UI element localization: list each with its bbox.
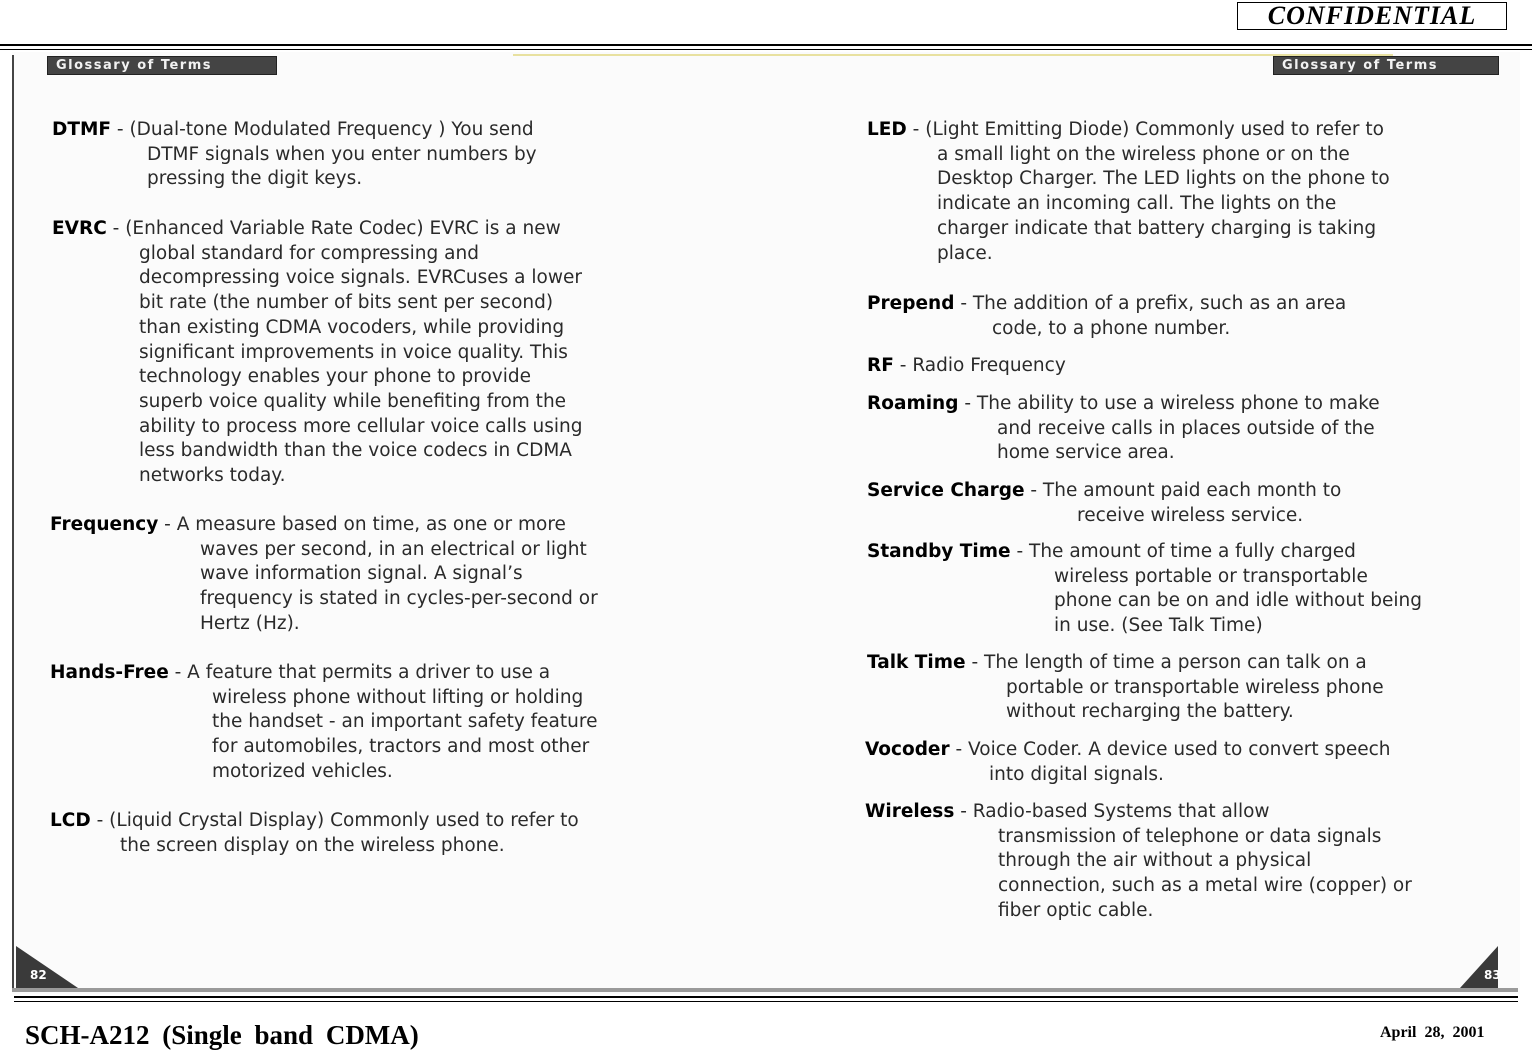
glossary-entry-first-line (865, 738, 1391, 763)
bottom-rule-thin (14, 1001, 1518, 1002)
glossary-definition-line: than existing CDMA vocoders, while providing (139, 316, 565, 338)
glossary-definition-line: - (Liquid Crystal Display) Commonly used to refer to (90, 810, 579, 831)
glossary-entry-first-line (50, 809, 579, 834)
glossary-term: EVRC (52, 218, 107, 239)
glossary-definition-line: superb voice quality while benefiting from the (139, 390, 567, 412)
scan-bottom-edge (12, 988, 1518, 992)
scan-edge (12, 55, 14, 990)
glossary-entry-first-line (867, 651, 1367, 676)
glossary-term: RF (867, 355, 894, 376)
glossary-definition-line: less bandwidth than the voice codecs in CDMA (139, 440, 572, 462)
glossary-term: Prepend (867, 293, 955, 314)
glossary-definition-line: in use. (See Talk Time) (1054, 615, 1263, 637)
glossary-entry-first-line (867, 479, 1341, 504)
glossary-definition-line: - The ability to use a wireless phone to make (958, 393, 1380, 414)
glossary-definition-line: charger indicate that battery charging is taking (937, 217, 1377, 239)
glossary-definition-line: Hertz (Hz). (200, 612, 300, 634)
glossary-definition-line: networks today. (139, 465, 286, 486)
glossary-definition-line: ability to process more cellular voice calls using (139, 415, 583, 437)
glossary-entry-first-line (867, 118, 1384, 143)
scan-artifact-line (513, 54, 1393, 56)
glossary-definition-line: waves per second, in an electrical or light (200, 538, 587, 560)
right-page-number-text: 83 (1484, 968, 1501, 982)
glossary-definition-line: indicate an incoming call. The lights on the (937, 193, 1337, 215)
glossary-definition-line: - (Light Emitting Diode) Commonly used to refer to (906, 119, 1384, 140)
glossary-term: Standby Time (867, 541, 1011, 562)
glossary-definition-line: a small light on the wireless phone or on the (937, 143, 1350, 165)
left-page-header-tag: Glossary of Terms (47, 56, 277, 75)
bottom-rule (14, 996, 1518, 998)
glossary-entry-first-line (50, 661, 550, 686)
glossary-definition-line: wave information signal. A signal’s (200, 563, 523, 585)
glossary-definition-line: - Voice Coder. A device used to convert speech (949, 739, 1391, 760)
glossary-definition-line: fiber optic cable. (998, 899, 1154, 921)
glossary-term: Talk Time (867, 652, 966, 673)
glossary-definition-line: for automobiles, tractors and most other (212, 736, 590, 758)
glossary-definition-line: wireless phone without lifting or holding (212, 686, 584, 708)
glossary-definition-line: - A feature that permits a driver to use a (168, 662, 551, 683)
glossary-definition-line: receive wireless service. (1077, 504, 1304, 526)
glossary-definition-line: home service area. (997, 442, 1175, 464)
glossary-entry-first-line (50, 513, 566, 538)
glossary-definition-line: - The amount paid each month to (1024, 480, 1342, 501)
glossary-definition-line: pressing the digit keys. (147, 168, 363, 190)
glossary-definition-line: - (Dual-tone Modulated Frequency ) You send (111, 119, 534, 140)
glossary-definition-line: motorized vehicles. (212, 760, 393, 782)
glossary-definition-line: global standard for compressing and (139, 242, 479, 264)
glossary-definition-line: code, to a phone number. (992, 317, 1231, 339)
glossary-term: Frequency (50, 514, 159, 535)
glossary-definition-line: significant improvements in voice quality. This (139, 341, 568, 363)
glossary-definition-line: connection, such as a metal wire (copper) or (998, 875, 1412, 897)
glossary-definition-line: into digital signals. (989, 763, 1164, 785)
glossary-term: Roaming (867, 393, 959, 414)
right-page-header-tag: Glossary of Terms (1273, 56, 1499, 75)
left-page-number (16, 946, 78, 988)
top-rule-thin (0, 49, 1532, 50)
glossary-definition-line: DTMF signals when you enter numbers by (147, 143, 537, 165)
glossary-entry-first-line (52, 118, 534, 143)
glossary-term: Wireless (865, 801, 955, 822)
glossary-definition-line: - A measure based on time, as one or more (158, 514, 566, 535)
glossary-definition-line: - The addition of a prefix, such as an area (954, 293, 1347, 314)
glossary-definition-line: - (Enhanced Variable Rate Codec) EVRC is a new (106, 218, 561, 239)
glossary-definition-line: phone can be on and idle without being (1054, 590, 1422, 612)
glossary-definition-line: frequency is stated in cycles-per-second or (200, 588, 598, 610)
page-corner-icon (16, 946, 78, 988)
footer-date: April 28, 2001 (1380, 1024, 1485, 1041)
glossary-definition-line: decompressing voice signals. EVRCuses a lower (139, 267, 582, 289)
top-rule (0, 44, 1532, 46)
glossary-definition-line: without recharging the battery. (1006, 701, 1294, 723)
glossary-entry-first-line (867, 292, 1346, 317)
glossary-term: Hands-Free (50, 662, 169, 683)
glossary-definition-line: technology enables your phone to provide (139, 366, 532, 388)
glossary-definition-line: and receive calls in places outside of the (997, 417, 1375, 439)
glossary-definition-line: transmission of telephone or data signals (998, 825, 1382, 847)
glossary-definition-line: portable or transportable wireless phone (1006, 676, 1384, 698)
glossary-entry-first-line (865, 800, 1270, 825)
glossary-definition-line: Desktop Charger. The LED lights on the phone to (937, 168, 1390, 190)
glossary-entry-first-line (52, 217, 561, 242)
glossary-definition-line: the handset - an important safety feature (212, 711, 598, 733)
left-page-number-text: 82 (30, 968, 47, 982)
glossary-definition-line: through the air without a physical (998, 850, 1312, 872)
glossary-entry-first-line (867, 392, 1380, 417)
glossary-definition-line: place. (937, 242, 993, 264)
glossary-definition-line: - The amount of time a fully charged (1010, 541, 1356, 562)
glossary-definition-line: bit rate (the number of bits sent per second) (139, 292, 554, 314)
right-page-number (1460, 946, 1522, 988)
glossary-definition-line: - Radio Frequency (893, 355, 1066, 376)
glossary-term: Service Charge (867, 480, 1025, 501)
glossary-definition-line: wireless portable or transportable (1054, 565, 1368, 587)
glossary-entry-first-line (867, 540, 1356, 565)
glossary-term: Vocoder (865, 739, 950, 760)
glossary-term: LED (867, 119, 907, 140)
glossary-definition-line: - The length of time a person can talk on a (965, 652, 1367, 673)
footer-model: SCH-A212 (Single band CDMA) (25, 1020, 419, 1050)
glossary-definition-line: the screen display on the wireless phone. (120, 834, 505, 856)
glossary-entry-first-line (867, 354, 1066, 379)
confidential-label: CONFIDENTIAL (1237, 2, 1507, 30)
glossary-term: DTMF (52, 119, 112, 140)
glossary-definition-line: - Radio-based Systems that allow (954, 801, 1270, 822)
glossary-term: LCD (50, 810, 91, 831)
